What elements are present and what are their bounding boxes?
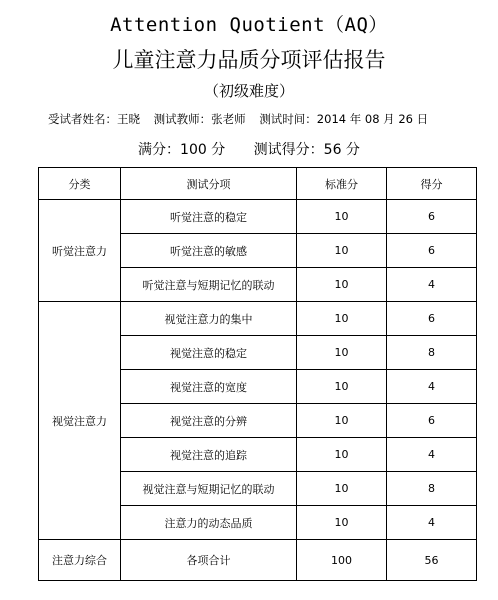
score-cell: 4 (387, 370, 477, 404)
report-title-en: Attention Quotient（AQ） (110, 14, 388, 36)
score-cell: 4 (387, 506, 477, 540)
full-score: 满分：100 分 (138, 142, 226, 158)
item-cell: 视觉注意力的集中 (121, 302, 297, 336)
total-score-cell: 56 (387, 540, 477, 581)
item-cell: 听觉注意的敏感 (121, 234, 297, 268)
item-cell: 听觉注意的稳定 (121, 200, 297, 234)
table-row (39, 200, 477, 234)
score-cell: 6 (387, 200, 477, 234)
teacher-name: 测试教师：张老师 (153, 112, 246, 126)
item-cell: 视觉注意与短期记忆的联动 (121, 472, 297, 506)
standard-cell: 10 (297, 472, 387, 506)
total-category-cell: 注意力综合 (39, 540, 121, 581)
standard-cell: 10 (297, 506, 387, 540)
item-cell: 视觉注意的稳定 (121, 336, 297, 370)
score-cell: 6 (387, 302, 477, 336)
item-cell: 视觉注意的追踪 (121, 438, 297, 472)
test-info-line (48, 111, 438, 127)
item-cell: 视觉注意的宽度 (121, 370, 297, 404)
score-cell: 8 (387, 336, 477, 370)
standard-cell: 10 (297, 234, 387, 268)
total-item-cell: 各项合计 (121, 540, 297, 581)
table-row (39, 302, 477, 336)
standard-cell: 10 (297, 336, 387, 370)
test-date: 测试时间：2014 年 08 月 26 日 (259, 112, 429, 126)
examinee-name: 受试者姓名：王晓 (48, 112, 140, 126)
score-cell: 4 (387, 268, 477, 302)
category-cell: 视觉注意力 (39, 302, 121, 540)
standard-cell: 10 (297, 302, 387, 336)
score-summary (0, 139, 498, 159)
total-row (39, 540, 477, 581)
difficulty-subtitle: （初级难度） (203, 82, 294, 100)
header-score: 得分 (387, 168, 477, 200)
header-category: 分类 (39, 168, 121, 200)
item-cell: 注意力的动态品质 (121, 506, 297, 540)
header-item: 测试分项 (121, 168, 297, 200)
assessment-table (38, 167, 477, 581)
standard-cell: 10 (297, 438, 387, 472)
standard-cell: 10 (297, 200, 387, 234)
standard-cell: 10 (297, 268, 387, 302)
item-cell: 听觉注意与短期记忆的联动 (121, 268, 297, 302)
score-cell: 8 (387, 472, 477, 506)
header-standard: 标准分 (297, 168, 387, 200)
category-cell: 听觉注意力 (39, 200, 121, 302)
score-cell: 6 (387, 234, 477, 268)
item-cell: 视觉注意的分辨 (121, 404, 297, 438)
score-cell: 4 (387, 438, 477, 472)
obtained-score: 测试得分：56 分 (253, 142, 360, 158)
standard-cell: 10 (297, 370, 387, 404)
score-cell: 6 (387, 404, 477, 438)
table-header-row (39, 168, 477, 200)
report-title-zh: 儿童注意力品质分项评估报告 (112, 48, 386, 72)
standard-cell: 10 (297, 404, 387, 438)
total-standard-cell: 100 (297, 540, 387, 581)
